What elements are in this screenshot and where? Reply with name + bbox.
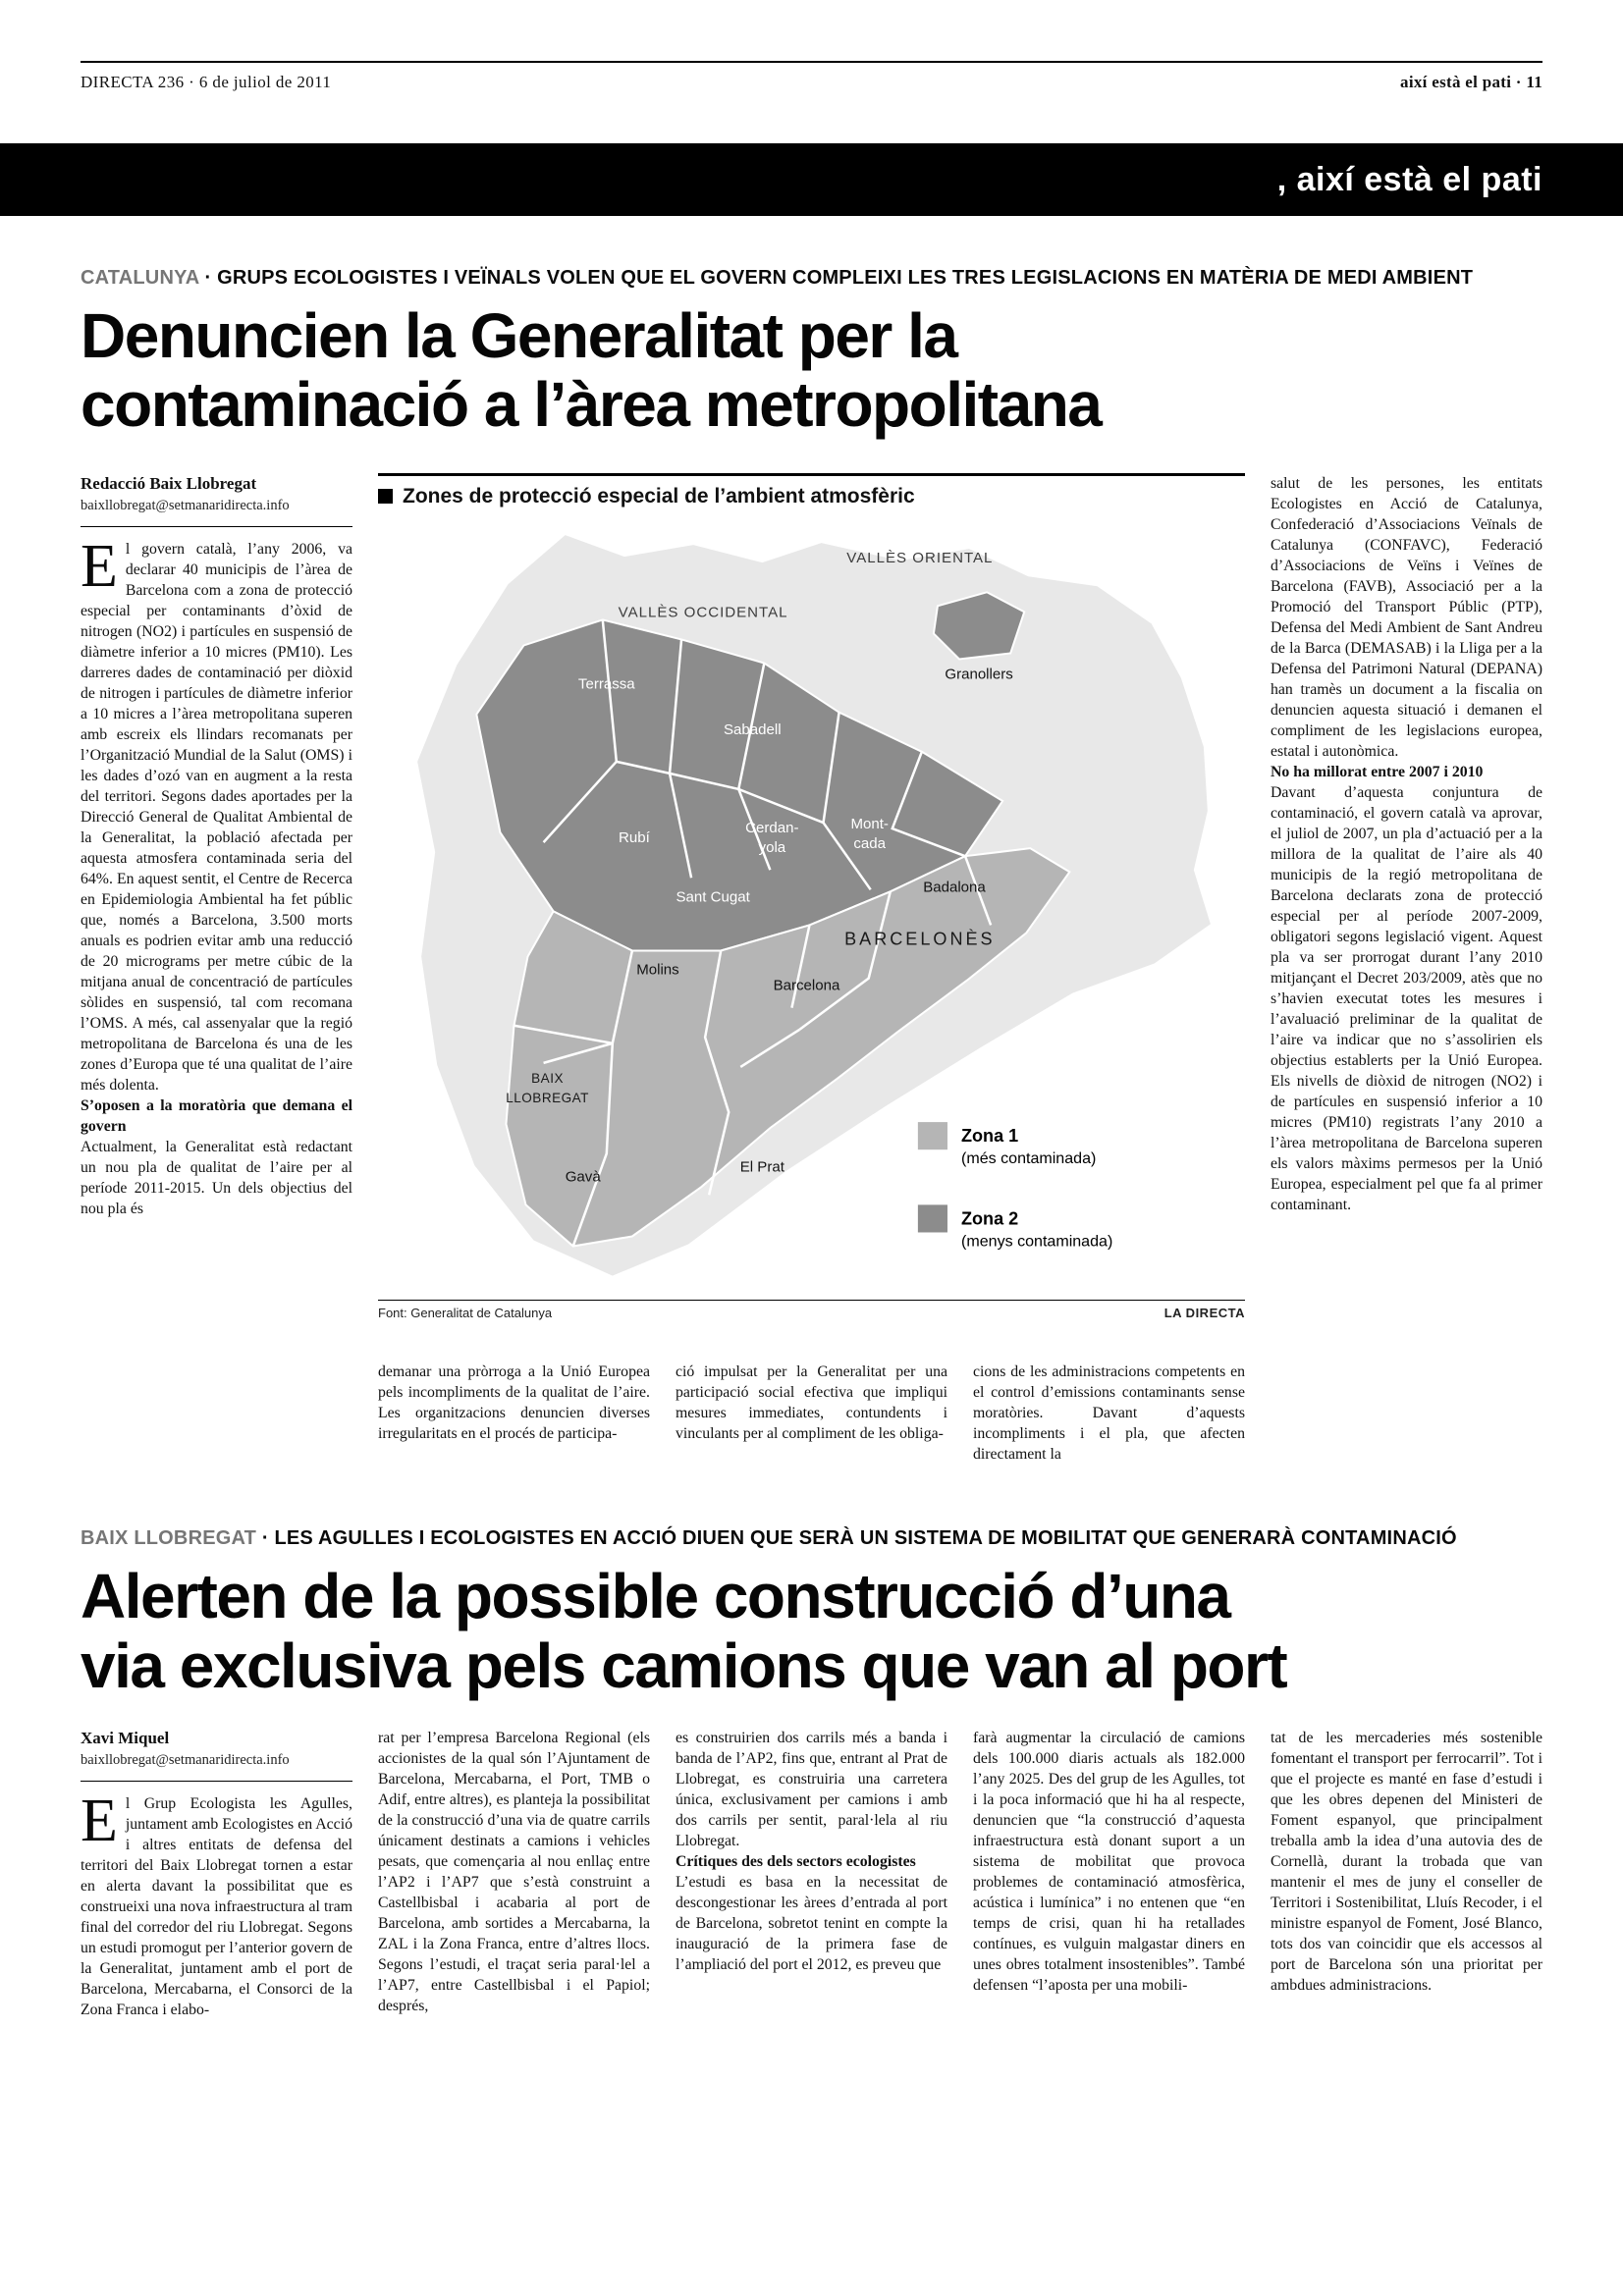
map-label-barcelones: BARCELONÈS xyxy=(844,929,996,949)
map-label-badalona: Badalona xyxy=(923,879,986,896)
map-label-montcada: Mont- xyxy=(850,815,889,832)
article1-body xyxy=(81,473,1542,1466)
section-banner-title: , així està el pati xyxy=(1276,160,1542,198)
byline xyxy=(81,473,352,527)
map-label-el-prat: El Prat xyxy=(739,1158,784,1176)
legend-zona2-name: Zona 2 xyxy=(961,1208,1019,1229)
article1-headline xyxy=(81,301,1542,440)
byline-author: Xavi Miquel xyxy=(81,1729,170,1748)
legend-swatch-zona2 xyxy=(918,1204,947,1232)
headline-line: Denuncien la Generalitat per la xyxy=(81,300,957,371)
kicker-separator: · xyxy=(256,1527,275,1550)
body-paragraph: salut de les persones, les entitats Ecologistes en Acció de Catalunya, Confederació d’Associacions Veïnals de Catalunya (CONFAVC), Federació d’Associacions de Veïns i Veïnes de Barcelona (FAVB), Associació per a la Promoció del Transport Públic (PTP), Defensa del Medi Ambient de Sant Andreu de la Barca (DEMASAB) i la Lliga per a la Defensa del Patrimoni Natural (DEPANA) han tramès un document a la fiscalia on denuncien aquesta situació i demanen el compliment de les legislacions europea, estatal i autonòmica. xyxy=(1271,474,1542,760)
square-bullet-icon xyxy=(378,489,393,504)
article2-column-2: rat per l’empresa Barcelona Regional (els accionistes de la qual són l’Ajuntament de Barcelona, Mercabarna, el Port, TMB o Adif, entre altres), es planteja la possibilitat de la construcció d’una via de quatre carrils únicament destinats a camions i vehicles pesats, que començaria al nou enllaç entre l’AP2 i l’AP7 que s’està construint a Castellbisbal i acabaria al port de Barcelona, amb sortides a Mercabarna, la ZAL i la Zona Franca, entre d’altres llocs. Segons l’estudi, el traçat seria paral·lel a l’AP7, entre Castellbisbal i el Papiol; després, xyxy=(378,1730,650,2015)
map-label-valles-oriental: VALLÈS ORIENTAL xyxy=(846,549,994,566)
paragraph-text: l govern català, l’any 2006, va declarar 40 municipis de l’àrea de Barcelona com a zona de protecció especial per contaminants d’òxid de nitrogen (NO2) i partícules en suspensió de diàmetre inferior a 10 micres (PM10). Les darreres dades de contaminació per diòxid de nitrogen i partícules de diàmetre inferior a 10 micres a l’àrea metropolitana superen amb escreix els llindars recomanats per l’Organització Mundial de la Salut (OMS) i les dades d’ozó van en augment a la resta del territori. Segons dades aportades per la Direcció General de Qualitat Ambiental de la Generalitat, la població afectada per aquesta atmosfera contaminada seria del 64%. En aquest sentit, el Centre de Recerca en Epidemiologia Ambiental ha fet públic que, només a Barcelona, 3.500 morts anuals es podrien evitar amb una reducció de 20 micrograms per metre cúbic de la mitjana anual de concentració de partícules sòlides en suspensió, tal com recomana l’OMS. A més, cal assenyalar que la regió metropolitana de Barcelona és una de les zones d’Europa que té una qualitat de l’aire més dolenta. xyxy=(81,540,352,1094)
folio-right: així està el pati · 11 xyxy=(1400,73,1542,91)
kicker-location: BAIX LLOBREGAT xyxy=(81,1527,257,1550)
article1-kicker xyxy=(81,267,1542,290)
map-figure xyxy=(378,473,1245,1321)
article2-column-5: tat de les mercaderies més sostenible fomentant el transport per ferrocarril”. Tot i que el projecte es manté en fase d’estudi i que les obres depenen del Ministeri de Foment espanyol, que principalment treballa amb la idea d’una autovia des de Cornellà, durant la trobada que van mantenir el mes de juny el conseller de Territori i Sostenibilitat, Lluís Recoder, i el ministre espanyol de Foment, José Blanco, tots dos van coincidir que els accessos al port de Barcelona són una prioritat per ambdues administracions. xyxy=(1271,1730,1542,1995)
byline-email: baixllobregat@setmanaridirecta.info xyxy=(81,497,290,513)
map-source: Font: Generalitat de Catalunya xyxy=(378,1306,553,1321)
byline-author: Redacció Baix Llobregat xyxy=(81,473,257,493)
map-label-molins: Molins xyxy=(636,961,679,979)
map-label-terrassa: Terrassa xyxy=(577,675,635,693)
subhead: No ha millorat entre 2007 i 2010 xyxy=(1271,763,1484,780)
subhead: S’oposen a la moratòria que demana el govern xyxy=(81,1096,352,1135)
map-title xyxy=(378,476,1245,515)
map-label-baix-llobregat: LLOBREGAT xyxy=(506,1090,589,1105)
map-label-rubi: Rubí xyxy=(618,828,650,846)
byline xyxy=(81,1728,352,1782)
map-label-baix-llobregat: BAIX xyxy=(531,1070,565,1086)
article1-bottom-column-3: cions de les administracions competents en el control d’emissions contaminants sense moratòries. Davant d’aquests incompliments i el pla, que afecten directament la xyxy=(973,1363,1245,1464)
kicker-text: GRUPS ECOLOGISTES I VEÏNALS VOLEN QUE EL GOVERN COMPLEIXI LES TRES LEGISLACIONS EN MATÈRIA DE MEDI AMBIENT xyxy=(217,267,1474,289)
body-paragraph: Actualment, la Generalitat està redactant un nou pla de qualitat de l’aire per al període 2011-2015. Un dels objectius del nou pla és xyxy=(81,1138,352,1217)
kicker-text: LES AGULLES I ECOLOGISTES EN ACCIÓ DIUEN QUE SERÀ UN SISTEMA DE MOBILITAT QUE GENERARÀ CONTAMINACIÓ xyxy=(274,1527,1457,1550)
kicker-location: CATALUNYA xyxy=(81,267,199,289)
drop-cap: E xyxy=(81,1788,118,1855)
body-paragraph xyxy=(81,1788,352,2020)
map-label-sant-cugat: Sant Cugat xyxy=(676,888,750,906)
map-label-cerdanyola: Cerdan- xyxy=(745,819,799,836)
body-paragraph: Davant d’aquesta conjuntura de contaminació, el govern català va aprovar, el juliol de 2007, un pla d’actuació per a la millora de la qualitat de l’aire als 40 municipis de la regió metropolitana de Barcelona declarats zona de protecció especial per al període 2007-2009, obligatori segons legislació vigent. Aquest pla va ser prorrogat durant l’any 2010 mitjançant el Decret 203/2009, atès que no s’havien executat totes les mesures i l’avaluació preliminar de la qualitat de l’aire va indicar que no s’assolirien els objectius establerts per la Unió Europea. Els nivells de diòxid de nitrogen (NO2) i de partícules en suspensió inferior a 10 micres (PM10) registrats l’any 2010 a l’àrea metropolitana de Barcelona superen els valors màxims permesos per la Unió Europea, especialment pel que fa al primer contaminant. xyxy=(1271,783,1542,1213)
folio-left: DIRECTA 236 · 6 de juliol de 2011 xyxy=(81,73,332,91)
paragraph-text: l Grup Ecologista les Agulles, juntament amb Ecologistes en Acció i altres entitats de defensa del territori del Baix Llobregat tornen a estar en alerta davant la possibilitat que es construeixi una nova infraestructura al tram final del corredor del riu Llobregat. Segons un estudi promogut per l’anterior govern de la Generalitat, juntament amb el port de Barcelona, Mercabarna, el Consorci de la Zona Franca i elabo- xyxy=(81,1795,352,2019)
map-label-gava: Gavà xyxy=(565,1168,601,1186)
article2-kicker xyxy=(81,1527,1542,1550)
body-paragraph: L’estudi es basa en la necessitat de descongestionar les àrees d’entrada al port de Barcelona, sobretot tenint en compte la inauguració de la primera fase de l’ampliació del port el 2012, es preveu que xyxy=(676,1874,947,1974)
legend-zona1-name: Zona 1 xyxy=(961,1125,1019,1146)
article1-column-5 xyxy=(1271,473,1542,1466)
body-paragraph: es construirien dos carrils més a banda i banda de l’AP2, fins que, entrant al Prat de Llobregat, es construiria una carretera única, exclusivament per camions i amb dos carrils per sentit, paral·lela al riu Llobregat. xyxy=(676,1730,947,1850)
article2-column-3 xyxy=(676,1728,947,2020)
body-paragraph xyxy=(81,532,352,1095)
article2-body xyxy=(81,1728,1542,2020)
section-banner xyxy=(0,143,1623,216)
article2-column-4: farà augmentar la circulació de camions dels 100.000 diaris actuals als 182.000 l’any 2025. Des del grup de les Agulles, tot i la poca informació que hi ha al respecte, denuncien que “la construcció d’aquesta infraestructura està donant suport a un sistema de mobilitat que provoca problemes de contaminació atmosfèrica, acústica i lumínica” i no entenen que “en temps de crisi, quan hi ha retallades contínues, es vulguin malgastar diners en unes obres totalment insostenibles”. També defensen “l’aposta per una mobili- xyxy=(973,1730,1245,1995)
map-label-granollers: Granollers xyxy=(945,666,1013,683)
subhead: Crítiques des dels sectors ecologistes xyxy=(676,1853,916,1871)
headline-line: Alerten de la possible construcció d’una xyxy=(81,1561,1230,1632)
byline-email: baixllobregat@setmanaridirecta.info xyxy=(81,1752,290,1769)
map-label-barcelona: Barcelona xyxy=(773,977,840,994)
article1-bottom-column-1: demanar una pròrroga a la Unió Europea pels incompliments de la qualitat de l’aire. Les organitzacions denuncien diverses irregularitats en el procés de participa- xyxy=(378,1363,650,1443)
map-credit: LA DIRECTA xyxy=(1163,1306,1245,1321)
map-svg xyxy=(378,515,1245,1299)
article-contamination xyxy=(81,267,1542,1465)
map-label-montcada: cada xyxy=(853,834,887,852)
drop-cap: E xyxy=(81,532,118,600)
article2-headline xyxy=(81,1562,1542,1700)
map-footer xyxy=(378,1300,1245,1320)
legend-swatch-zona1 xyxy=(918,1122,947,1149)
map-title-text: Zones de protecció especial de l’ambient atmosfèric xyxy=(403,484,915,507)
headline-line: contaminació a l’àrea metropolitana xyxy=(81,369,1102,441)
map-label-valles-occidental: VALLÈS OCCIDENTAL xyxy=(618,604,788,621)
article1-bottom-column-2: ció impulsat per la Generalitat per una participació social efectiva que impliqui mesures immediates, contundents i vinculants per al compliment de les obliga- xyxy=(676,1363,947,1443)
headline-line: via exclusiva pels camions que van al port xyxy=(81,1629,1287,1701)
kicker-separator: · xyxy=(198,267,218,289)
article1-column-1 xyxy=(81,473,352,1466)
page-header xyxy=(81,61,1542,92)
article-truck-road xyxy=(81,1527,1542,2020)
legend-zona2-desc: (menys contaminada) xyxy=(961,1232,1113,1251)
article2-column-1 xyxy=(81,1728,352,2020)
map-label-sabadell: Sabadell xyxy=(724,721,782,738)
legend-zona1-desc: (més contaminada) xyxy=(961,1149,1097,1168)
map-label-cerdanyola: yola xyxy=(758,838,786,856)
